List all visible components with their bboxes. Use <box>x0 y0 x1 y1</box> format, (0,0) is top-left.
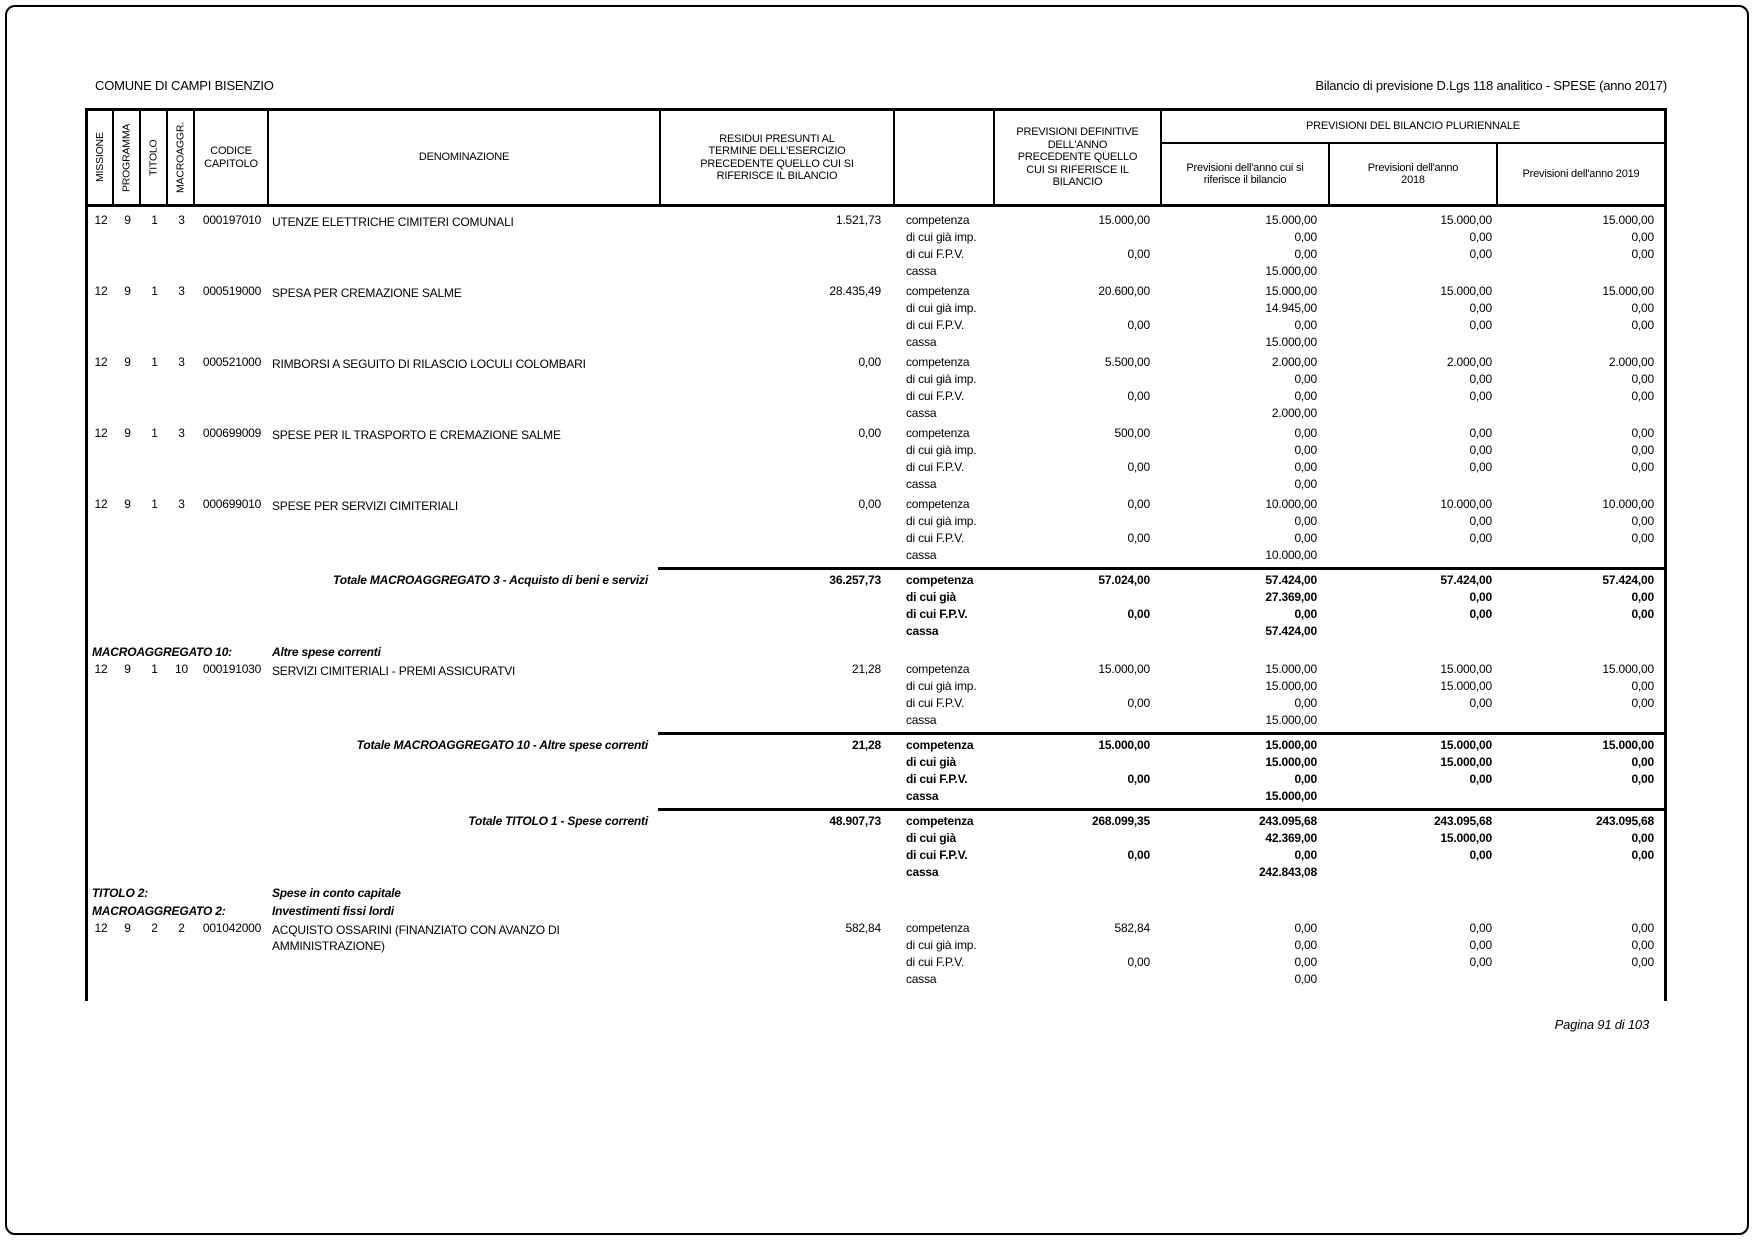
line-label: cassa <box>906 789 939 803</box>
codice-capitolo: 000699009 <box>202 426 262 440</box>
header-denominazione: DENOMINAZIONE <box>269 111 659 204</box>
line-label: competenza <box>906 921 970 935</box>
anno-2019-value <box>1499 547 1664 564</box>
anno-riferimento-value: 15.000,00 <box>1265 738 1317 752</box>
denominazione: SPESA PER CREMAZIONE SALME <box>272 286 462 300</box>
anno-2019-value: 0,00 <box>1631 755 1654 769</box>
anno-2019-value: 15.000,00 <box>1602 738 1654 752</box>
anno-riferimento-value: 15.000,00 <box>1265 335 1317 349</box>
anno-riferimento-value: 0,00 <box>1294 230 1317 244</box>
page-title-left: COMUNE DI CAMPI BISENZIO <box>95 78 274 93</box>
titolo-value: 2 <box>151 921 158 935</box>
anno-riferimento-value: 0,00 <box>1294 247 1317 261</box>
titolo-value: 1 <box>151 497 158 511</box>
anno-2019-value: 15.000,00 <box>1602 213 1654 227</box>
titlebar <box>85 78 1667 93</box>
anno-riferimento-value: 0,00 <box>1294 426 1317 440</box>
anno-riferimento-value: 15.000,00 <box>1265 755 1317 769</box>
capitolo-row <box>88 283 1664 351</box>
anno-riferimento-value: 10.000,00 <box>1265 548 1317 562</box>
header-programma: PROGRAMMA <box>114 111 139 204</box>
anno-2019-value: 0,00 <box>1631 247 1654 261</box>
codice-capitolo: 000521000 <box>202 355 262 369</box>
previsioni-definitive-value <box>994 830 1161 847</box>
previsioni-definitive-value: 5.500,00 <box>1104 355 1150 369</box>
titolo-value: 1 <box>151 662 158 676</box>
programma-value: 9 <box>124 497 131 511</box>
titolo-value: 1 <box>151 355 158 369</box>
line-label: competenza <box>906 426 970 440</box>
previsioni-definitive-value <box>994 476 1161 493</box>
missione-value: 12 <box>94 284 108 298</box>
line-label: competenza <box>906 284 970 298</box>
section-left-label: TITOLO 2: <box>92 885 148 900</box>
denominazione: UTENZE ELETTRICHE CIMITERI COMUNALI <box>272 215 514 229</box>
header-titolo: TITOLO <box>141 111 166 204</box>
header-empty-labels-column <box>895 111 993 204</box>
line-label: di cui F.P.V. <box>906 247 965 261</box>
line-label: competenza <box>906 738 974 752</box>
anno-2018-value: 15.000,00 <box>1440 662 1492 676</box>
anno-riferimento-value: 14.945,00 <box>1265 301 1317 315</box>
anno-riferimento-value: 15.000,00 <box>1265 284 1317 298</box>
previsioni-definitive-value: 0,00 <box>1127 497 1150 511</box>
anno-riferimento-value: 15.000,00 <box>1265 789 1317 803</box>
anno-2019-value <box>1499 476 1664 493</box>
line-label: di cui F.P.V. <box>906 607 968 621</box>
titolo-value: 1 <box>151 284 158 298</box>
macroaggr-value: 3 <box>178 426 185 440</box>
previsioni-definitive-value <box>994 405 1161 422</box>
line-label: cassa <box>906 477 937 491</box>
anno-riferimento-value: 15.000,00 <box>1265 213 1317 227</box>
header-anno-riferimento: Previsioni dell'anno cui si riferisce il bilancio <box>1162 144 1328 204</box>
titolo-value: 1 <box>151 426 158 440</box>
line-label: competenza <box>906 497 970 511</box>
codice-capitolo: 000699010 <box>202 497 262 511</box>
header-pluriennale: PREVISIONI DEL BILANCIO PLURIENNALE <box>1162 111 1664 142</box>
section-denominazione: Spese in conto capitale <box>272 885 401 900</box>
anno-2018-value <box>1334 334 1499 351</box>
line-label: cassa <box>906 713 937 727</box>
line-label: cassa <box>906 548 937 562</box>
line-label: di cui F.P.V. <box>906 772 968 786</box>
anno-2018-value <box>1334 864 1499 881</box>
anno-riferimento-value: 0,00 <box>1294 772 1317 786</box>
previsioni-definitive-value <box>994 334 1161 351</box>
residui-value: 48.907,73 <box>829 814 881 828</box>
budget-table <box>85 108 1667 1032</box>
anno-2019-value <box>1499 623 1664 640</box>
anno-riferimento-value: 42.369,00 <box>1265 831 1317 845</box>
line-label: di cui F.P.V. <box>906 531 965 545</box>
line-label: competenza <box>906 814 974 828</box>
previsioni-definitive-value <box>994 263 1161 280</box>
anno-riferimento-value: 0,00 <box>1294 389 1317 403</box>
denominazione: RIMBORSI A SEGUITO DI RILASCIO LOCULI COLOMBARI <box>272 357 586 371</box>
totale-rule <box>658 808 1664 811</box>
anno-2019-value: 0,00 <box>1631 531 1654 545</box>
macroaggr-value: 3 <box>178 355 185 369</box>
previsioni-definitive-value: 0,00 <box>1127 955 1150 969</box>
anno-2018-value: 57.424,00 <box>1440 573 1492 587</box>
totale-label: Totale MACROAGGREGATO 10 - Altre spese correnti <box>356 738 648 752</box>
header-anno-2018: Previsioni dell'anno 2018 <box>1330 144 1496 204</box>
anno-riferimento-value: 15.000,00 <box>1265 264 1317 278</box>
previsioni-definitive-value: 20.600,00 <box>1098 284 1150 298</box>
page-number: Pagina 91 di 103 <box>1554 1017 1649 1032</box>
anno-riferimento-value: 0,00 <box>1294 514 1317 528</box>
residui-value: 0,00 <box>858 497 881 511</box>
programma-value: 9 <box>124 355 131 369</box>
anno-2018-value: 0,00 <box>1469 230 1492 244</box>
previsioni-definitive-value: 0,00 <box>1127 772 1150 786</box>
anno-2019-value <box>1499 405 1664 422</box>
anno-2018-value <box>1334 476 1499 493</box>
capitolo-row <box>88 496 1664 564</box>
previsioni-definitive-value <box>994 623 1161 640</box>
anno-2018-value <box>1334 971 1499 988</box>
anno-2018-value: 0,00 <box>1469 301 1492 315</box>
previsioni-definitive-value <box>994 712 1161 729</box>
line-label: competenza <box>906 573 974 587</box>
anno-2019-value <box>1499 334 1664 351</box>
anno-2018-value: 0,00 <box>1469 460 1492 474</box>
anno-2018-value: 0,00 <box>1469 514 1492 528</box>
totale-label: Totale MACROAGGREGATO 3 - Acquisto di beni e servizi <box>333 573 648 587</box>
header-missione: MISSIONE <box>88 111 112 204</box>
anno-2018-value: 0,00 <box>1469 426 1492 440</box>
totale-row <box>88 813 1664 881</box>
previsioni-definitive-value: 15.000,00 <box>1098 662 1150 676</box>
anno-2019-value: 0,00 <box>1631 514 1654 528</box>
macroaggr-value: 2 <box>178 921 185 935</box>
anno-2018-value <box>1334 405 1499 422</box>
anno-riferimento-value: 0,00 <box>1294 372 1317 386</box>
header-macroaggr: MACROAGGR. <box>168 111 193 204</box>
anno-2019-value: 0,00 <box>1631 955 1654 969</box>
previsioni-definitive-value: 0,00 <box>1127 460 1150 474</box>
line-label: competenza <box>906 355 970 369</box>
anno-2018-value: 0,00 <box>1469 443 1492 457</box>
table-body <box>85 207 1667 1001</box>
section-denominazione: Investimenti fissi lordi <box>272 903 394 918</box>
macroaggr-value: 10 <box>175 662 188 676</box>
section-row <box>88 884 1664 902</box>
line-label: di cui già <box>906 590 957 604</box>
line-label: di cui F.P.V. <box>906 848 968 862</box>
anno-2018-value: 0,00 <box>1469 247 1492 261</box>
anno-riferimento-value: 0,00 <box>1294 607 1317 621</box>
missione-value: 12 <box>94 426 108 440</box>
anno-2018-value <box>1334 623 1499 640</box>
anno-riferimento-value: 0,00 <box>1294 848 1317 862</box>
capitolo-row <box>88 354 1664 422</box>
previsioni-definitive-value: 268.099,35 <box>1091 814 1150 828</box>
anno-riferimento-value: 0,00 <box>1294 972 1317 986</box>
anno-2019-value: 0,00 <box>1631 590 1654 604</box>
anno-2019-value: 0,00 <box>1631 679 1654 693</box>
anno-2018-value: 0,00 <box>1469 590 1492 604</box>
residui-value: 28.435,49 <box>829 284 881 298</box>
capitolo-row <box>88 425 1664 493</box>
anno-2019-value: 0,00 <box>1631 301 1654 315</box>
anno-2018-value <box>1334 788 1499 805</box>
anno-2018-value: 15.000,00 <box>1440 738 1492 752</box>
previsioni-definitive-value <box>994 788 1161 805</box>
line-label: di cui F.P.V. <box>906 318 965 332</box>
anno-riferimento-value: 2.000,00 <box>1271 355 1317 369</box>
section-left-label: MACROAGGREGATO 10: <box>92 644 232 659</box>
capitolo-row <box>88 212 1664 280</box>
anno-2018-value: 0,00 <box>1469 955 1492 969</box>
anno-2019-value: 15.000,00 <box>1602 284 1654 298</box>
anno-riferimento-value: 0,00 <box>1294 921 1317 935</box>
line-label: di cui già imp. <box>906 514 977 528</box>
previsioni-definitive-value: 0,00 <box>1127 696 1150 710</box>
residui-value: 1.521,73 <box>835 213 881 227</box>
header-previsioni-definitive: PREVISIONI DEFINITIVE DELL'ANNO PRECEDENTE QUELLO CUI SI RIFERISCE IL BILANCIO <box>995 111 1160 204</box>
programma-value: 9 <box>124 662 131 676</box>
codice-capitolo: 000197010 <box>202 213 262 227</box>
anno-2018-value: 0,00 <box>1469 696 1492 710</box>
previsioni-definitive-value: 0,00 <box>1127 318 1150 332</box>
previsioni-definitive-value: 15.000,00 <box>1098 213 1150 227</box>
line-label: di cui F.P.V. <box>906 696 965 710</box>
section-row <box>88 902 1664 920</box>
anno-riferimento-value: 15.000,00 <box>1265 679 1317 693</box>
anno-2018-value <box>1334 712 1499 729</box>
line-label: competenza <box>906 213 970 227</box>
header-pluriennale-years <box>1162 144 1664 204</box>
anno-riferimento-value: 0,00 <box>1294 443 1317 457</box>
anno-riferimento-value: 0,00 <box>1294 460 1317 474</box>
line-label: di cui F.P.V. <box>906 460 965 474</box>
codice-capitolo: 000519000 <box>202 284 262 298</box>
anno-2019-value: 10.000,00 <box>1602 497 1654 511</box>
section-denominazione: Altre spese correnti <box>272 644 381 659</box>
anno-2019-value <box>1499 263 1664 280</box>
programma-value: 9 <box>124 921 131 935</box>
previsioni-definitive-value <box>994 371 1161 388</box>
programma-value: 9 <box>124 426 131 440</box>
anno-2019-value: 0,00 <box>1631 921 1654 935</box>
residui-value: 582,84 <box>845 921 881 935</box>
missione-value: 12 <box>94 497 108 511</box>
anno-2019-value: 57.424,00 <box>1602 573 1654 587</box>
residui-value: 0,00 <box>858 355 881 369</box>
anno-2018-value <box>1334 547 1499 564</box>
previsioni-definitive-value <box>994 300 1161 317</box>
anno-2019-value <box>1499 788 1664 805</box>
totale-label: Totale TITOLO 1 - Spese correnti <box>468 814 648 828</box>
header-codice-capitolo: CODICE CAPITOLO <box>195 111 267 204</box>
titolo-value: 1 <box>151 213 158 227</box>
denominazione: SPESE PER SERVIZI CIMITERIALI <box>272 499 459 513</box>
anno-2018-value: 0,00 <box>1469 772 1492 786</box>
denominazione: SPESE PER IL TRASPORTO E CREMAZIONE SALME <box>272 428 561 442</box>
missione-value: 12 <box>94 921 108 935</box>
capitolo-row <box>88 920 1664 988</box>
anno-2018-value: 0,00 <box>1469 531 1492 545</box>
anno-riferimento-value: 242.843,08 <box>1258 865 1317 879</box>
anno-2019-value: 0,00 <box>1631 696 1654 710</box>
anno-2018-value: 2.000,00 <box>1446 355 1492 369</box>
anno-2018-value <box>1334 263 1499 280</box>
residui-value: 21,28 <box>851 738 881 752</box>
line-label: competenza <box>906 662 970 676</box>
anno-2018-value: 15.000,00 <box>1440 831 1492 845</box>
anno-2018-value: 0,00 <box>1469 389 1492 403</box>
header-residui-presunti: RESIDUI PRESUNTI AL TERMINE DELL'ESERCIZIO PRECEDENTE QUELLO CUI SI RIFERISCE IL BILANCIO <box>661 111 893 204</box>
previsioni-definitive-value <box>994 547 1161 564</box>
line-label: cassa <box>906 865 939 879</box>
anno-2019-value: 0,00 <box>1631 372 1654 386</box>
page-title-right: Bilancio di previsione D.Lgs 118 analitico - SPESE (anno 2017) <box>1315 78 1667 93</box>
totale-row <box>88 737 1664 805</box>
header-anno-2019: Previsioni dell'anno 2019 <box>1498 144 1664 204</box>
anno-2019-value: 0,00 <box>1631 831 1654 845</box>
anno-riferimento-value: 27.369,00 <box>1265 590 1317 604</box>
anno-2019-value: 0,00 <box>1631 848 1654 862</box>
anno-2018-value: 15.000,00 <box>1440 213 1492 227</box>
programma-value: 9 <box>124 284 131 298</box>
line-label: di cui F.P.V. <box>906 955 965 969</box>
anno-2019-value: 0,00 <box>1631 426 1654 440</box>
anno-riferimento-value: 10.000,00 <box>1265 497 1317 511</box>
line-label: di cui già imp. <box>906 372 977 386</box>
anno-riferimento-value: 0,00 <box>1294 318 1317 332</box>
previsioni-definitive-value <box>994 513 1161 530</box>
totale-rule <box>658 732 1664 735</box>
line-label: di cui già <box>906 831 957 845</box>
line-label: di cui già imp. <box>906 938 977 952</box>
table-header <box>85 108 1667 207</box>
anno-2018-value: 0,00 <box>1469 372 1492 386</box>
anno-2019-value <box>1499 971 1664 988</box>
anno-2019-value: 0,00 <box>1631 938 1654 952</box>
previsioni-definitive-value <box>994 754 1161 771</box>
line-label: di cui già imp. <box>906 301 977 315</box>
previsioni-definitive-value: 0,00 <box>1127 531 1150 545</box>
anno-riferimento-value: 57.424,00 <box>1265 624 1317 638</box>
previsioni-definitive-value <box>994 937 1161 954</box>
anno-2019-value: 0,00 <box>1631 230 1654 244</box>
anno-2019-value: 2.000,00 <box>1608 355 1654 369</box>
anno-2019-value: 0,00 <box>1631 443 1654 457</box>
previsioni-definitive-value <box>994 442 1161 459</box>
anno-2019-value: 0,00 <box>1631 607 1654 621</box>
anno-2018-value: 15.000,00 <box>1440 755 1492 769</box>
totale-row <box>88 572 1664 640</box>
previsioni-definitive-value: 15.000,00 <box>1098 738 1150 752</box>
residui-value: 21,28 <box>851 662 881 676</box>
line-label: cassa <box>906 624 939 638</box>
line-label: di cui F.P.V. <box>906 389 965 403</box>
missione-value: 12 <box>94 213 108 227</box>
header-pluriennale-group <box>1162 111 1664 204</box>
anno-2019-value <box>1499 712 1664 729</box>
previsioni-definitive-value <box>994 229 1161 246</box>
macroaggr-value: 3 <box>178 284 185 298</box>
anno-riferimento-value: 0,00 <box>1294 696 1317 710</box>
missione-value: 12 <box>94 355 108 369</box>
anno-2018-value: 0,00 <box>1469 921 1492 935</box>
anno-riferimento-value: 0,00 <box>1294 938 1317 952</box>
line-label: cassa <box>906 972 937 986</box>
anno-2018-value: 0,00 <box>1469 938 1492 952</box>
line-label: di cui già imp. <box>906 443 977 457</box>
anno-2019-value <box>1499 864 1664 881</box>
denominazione: ACQUISTO OSSARINI (FINANZIATO CON AVANZO DI AMMINISTRAZIONE) <box>272 923 560 953</box>
programma-value: 9 <box>124 213 131 227</box>
section-row <box>88 643 1664 661</box>
anno-riferimento-value: 0,00 <box>1294 477 1317 491</box>
anno-2018-value: 0,00 <box>1469 318 1492 332</box>
anno-2018-value: 10.000,00 <box>1440 497 1492 511</box>
anno-riferimento-value: 15.000,00 <box>1265 662 1317 676</box>
previsioni-definitive-value <box>994 589 1161 606</box>
anno-2019-value: 0,00 <box>1631 318 1654 332</box>
previsioni-definitive-value: 582,84 <box>1114 921 1150 935</box>
anno-riferimento-value: 57.424,00 <box>1265 573 1317 587</box>
previsioni-definitive-value <box>994 971 1161 988</box>
anno-riferimento-value: 15.000,00 <box>1265 713 1317 727</box>
line-label: cassa <box>906 406 937 420</box>
anno-2018-value: 243.095,68 <box>1433 814 1492 828</box>
line-label: di cui già imp. <box>906 679 977 693</box>
anno-riferimento-value: 243.095,68 <box>1258 814 1317 828</box>
anno-2018-value: 0,00 <box>1469 848 1492 862</box>
anno-2018-value: 15.000,00 <box>1440 679 1492 693</box>
previsioni-definitive-value <box>994 678 1161 695</box>
anno-riferimento-value: 0,00 <box>1294 531 1317 545</box>
anno-2019-value: 0,00 <box>1631 389 1654 403</box>
totale-rule <box>658 567 1664 570</box>
capitolo-row <box>88 661 1664 729</box>
line-label: cassa <box>906 264 937 278</box>
section-left-label: MACROAGGREGATO 2: <box>92 903 226 918</box>
codice-capitolo: 001042000 <box>202 921 262 935</box>
residui-value: 36.257,73 <box>829 573 881 587</box>
anno-2019-value: 0,00 <box>1631 460 1654 474</box>
residui-value: 0,00 <box>858 426 881 440</box>
anno-riferimento-value: 2.000,00 <box>1271 406 1317 420</box>
codice-capitolo: 000191030 <box>202 662 262 676</box>
macroaggr-value: 3 <box>178 497 185 511</box>
previsioni-definitive-value: 500,00 <box>1114 426 1150 440</box>
previsioni-definitive-value <box>994 864 1161 881</box>
previsioni-definitive-value: 0,00 <box>1127 247 1150 261</box>
anno-2019-value: 15.000,00 <box>1602 662 1654 676</box>
previsioni-definitive-value: 57.024,00 <box>1098 573 1150 587</box>
anno-riferimento-value: 0,00 <box>1294 955 1317 969</box>
anno-2018-value: 0,00 <box>1469 607 1492 621</box>
previsioni-definitive-value: 0,00 <box>1127 607 1150 621</box>
anno-2018-value: 15.000,00 <box>1440 284 1492 298</box>
anno-2019-value: 0,00 <box>1631 772 1654 786</box>
line-label: di cui già <box>906 755 957 769</box>
line-label: di cui già imp. <box>906 230 977 244</box>
missione-value: 12 <box>94 662 108 676</box>
anno-2019-value: 243.095,68 <box>1595 814 1654 828</box>
previsioni-definitive-value: 0,00 <box>1127 848 1150 862</box>
line-label: cassa <box>906 335 937 349</box>
macroaggr-value: 3 <box>178 213 185 227</box>
previsioni-definitive-value: 0,00 <box>1127 389 1150 403</box>
denominazione: SERVIZI CIMITERIALI - PREMI ASSICURATVI <box>272 664 516 678</box>
